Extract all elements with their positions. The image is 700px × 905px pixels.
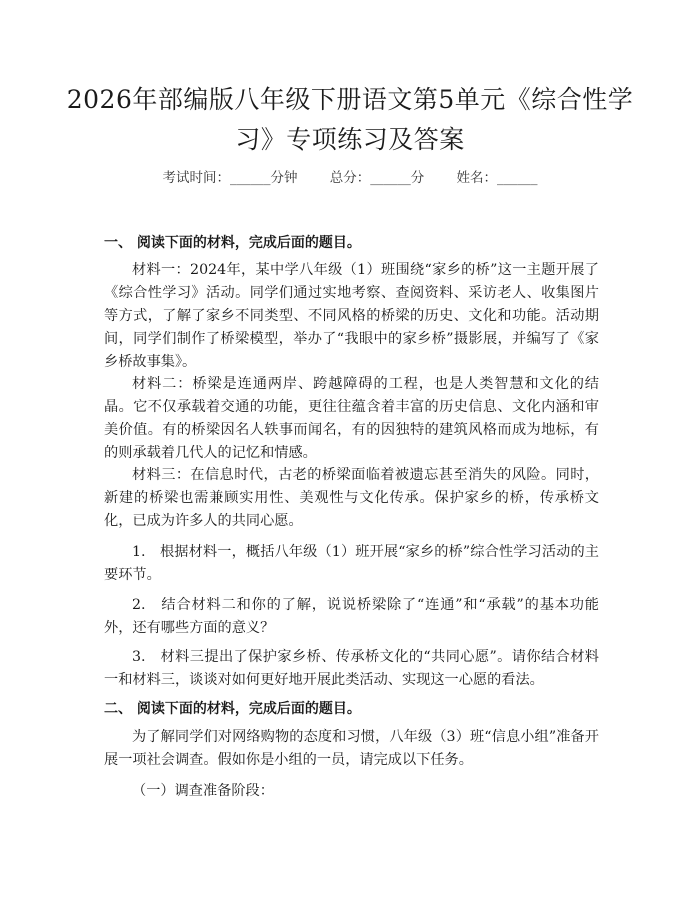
material-2: 材料二：桥梁是连通两岸、跨越障碍的工程，也是人类智慧和文化的结晶。它不仅承载着交通的功能，更往往蕴含着丰富的历史信息、文化内涵和审美价值。有的桥梁因名人轶事而闻名，有的因独特的建筑风格而成为地标，有的则承载着几代人的记忆和情感。: [104, 376, 599, 461]
exam-time: 考试时间：______分钟: [162, 170, 298, 186]
section-1-heading: 一、 阅读下面的材料，完成后面的题目。: [104, 235, 361, 251]
question-3: 3. 材料三提出了保护家乡桥、传承桥文化的“共同心愿”。请你结合材料一和材料三，谈谈对如何更好地开展此类活动、实现这一心愿的看法。: [104, 649, 599, 688]
question-2: 2. 结合材料二和你的了解，说说桥梁除了“连通”和“承载”的基本功能外，还有哪些方面的意义？: [104, 597, 599, 636]
section-2-intro: 为了解同学们对网络购物的态度和习惯，八年级（3）班“信息小组”准备开展一项社会调查。假如你是小组的一员，请完成以下任务。: [104, 729, 599, 768]
material-1: 材料一：2024年，某中学八年级（1）班围绕“家乡的桥”这一主题开展了《综合性学习》活动。同学们通过实地考察、查阅资料、采访老人、收集图片等方式，了解了家乡不同类型、不同风格的桥梁的历史、文化和功能。活动期间，同学们制作了桥梁模型，举办了“我眼中的家乡桥”摄影展，并编写了《家乡桥故事集》。: [104, 262, 599, 370]
document-title: 2026年部编版八年级下册语文第5单元《综合性学习》专项练习及答案: [66, 85, 634, 154]
subsection-1-heading: （一）调查准备阶段：: [132, 783, 274, 799]
question-1: 1. 根据材料一，概括八年级（1）班开展“家乡的桥”综合性学习活动的主要环节。: [104, 544, 599, 583]
exam-name: 姓名：______: [456, 170, 538, 186]
section-2-heading: 二、 阅读下面的材料，完成后面的题目。: [104, 701, 361, 717]
exam-info: [0, 166, 700, 186]
exam-score: 总分：______分: [329, 170, 425, 186]
material-3: 材料三：在信息时代，古老的桥梁面临着被遗忘甚至消失的风险。同时，新建的桥梁也需兼顾实用性、美观性与文化传承。保护家乡的桥，传承桥文化，已成为许多人的共同心愿。: [104, 467, 599, 529]
